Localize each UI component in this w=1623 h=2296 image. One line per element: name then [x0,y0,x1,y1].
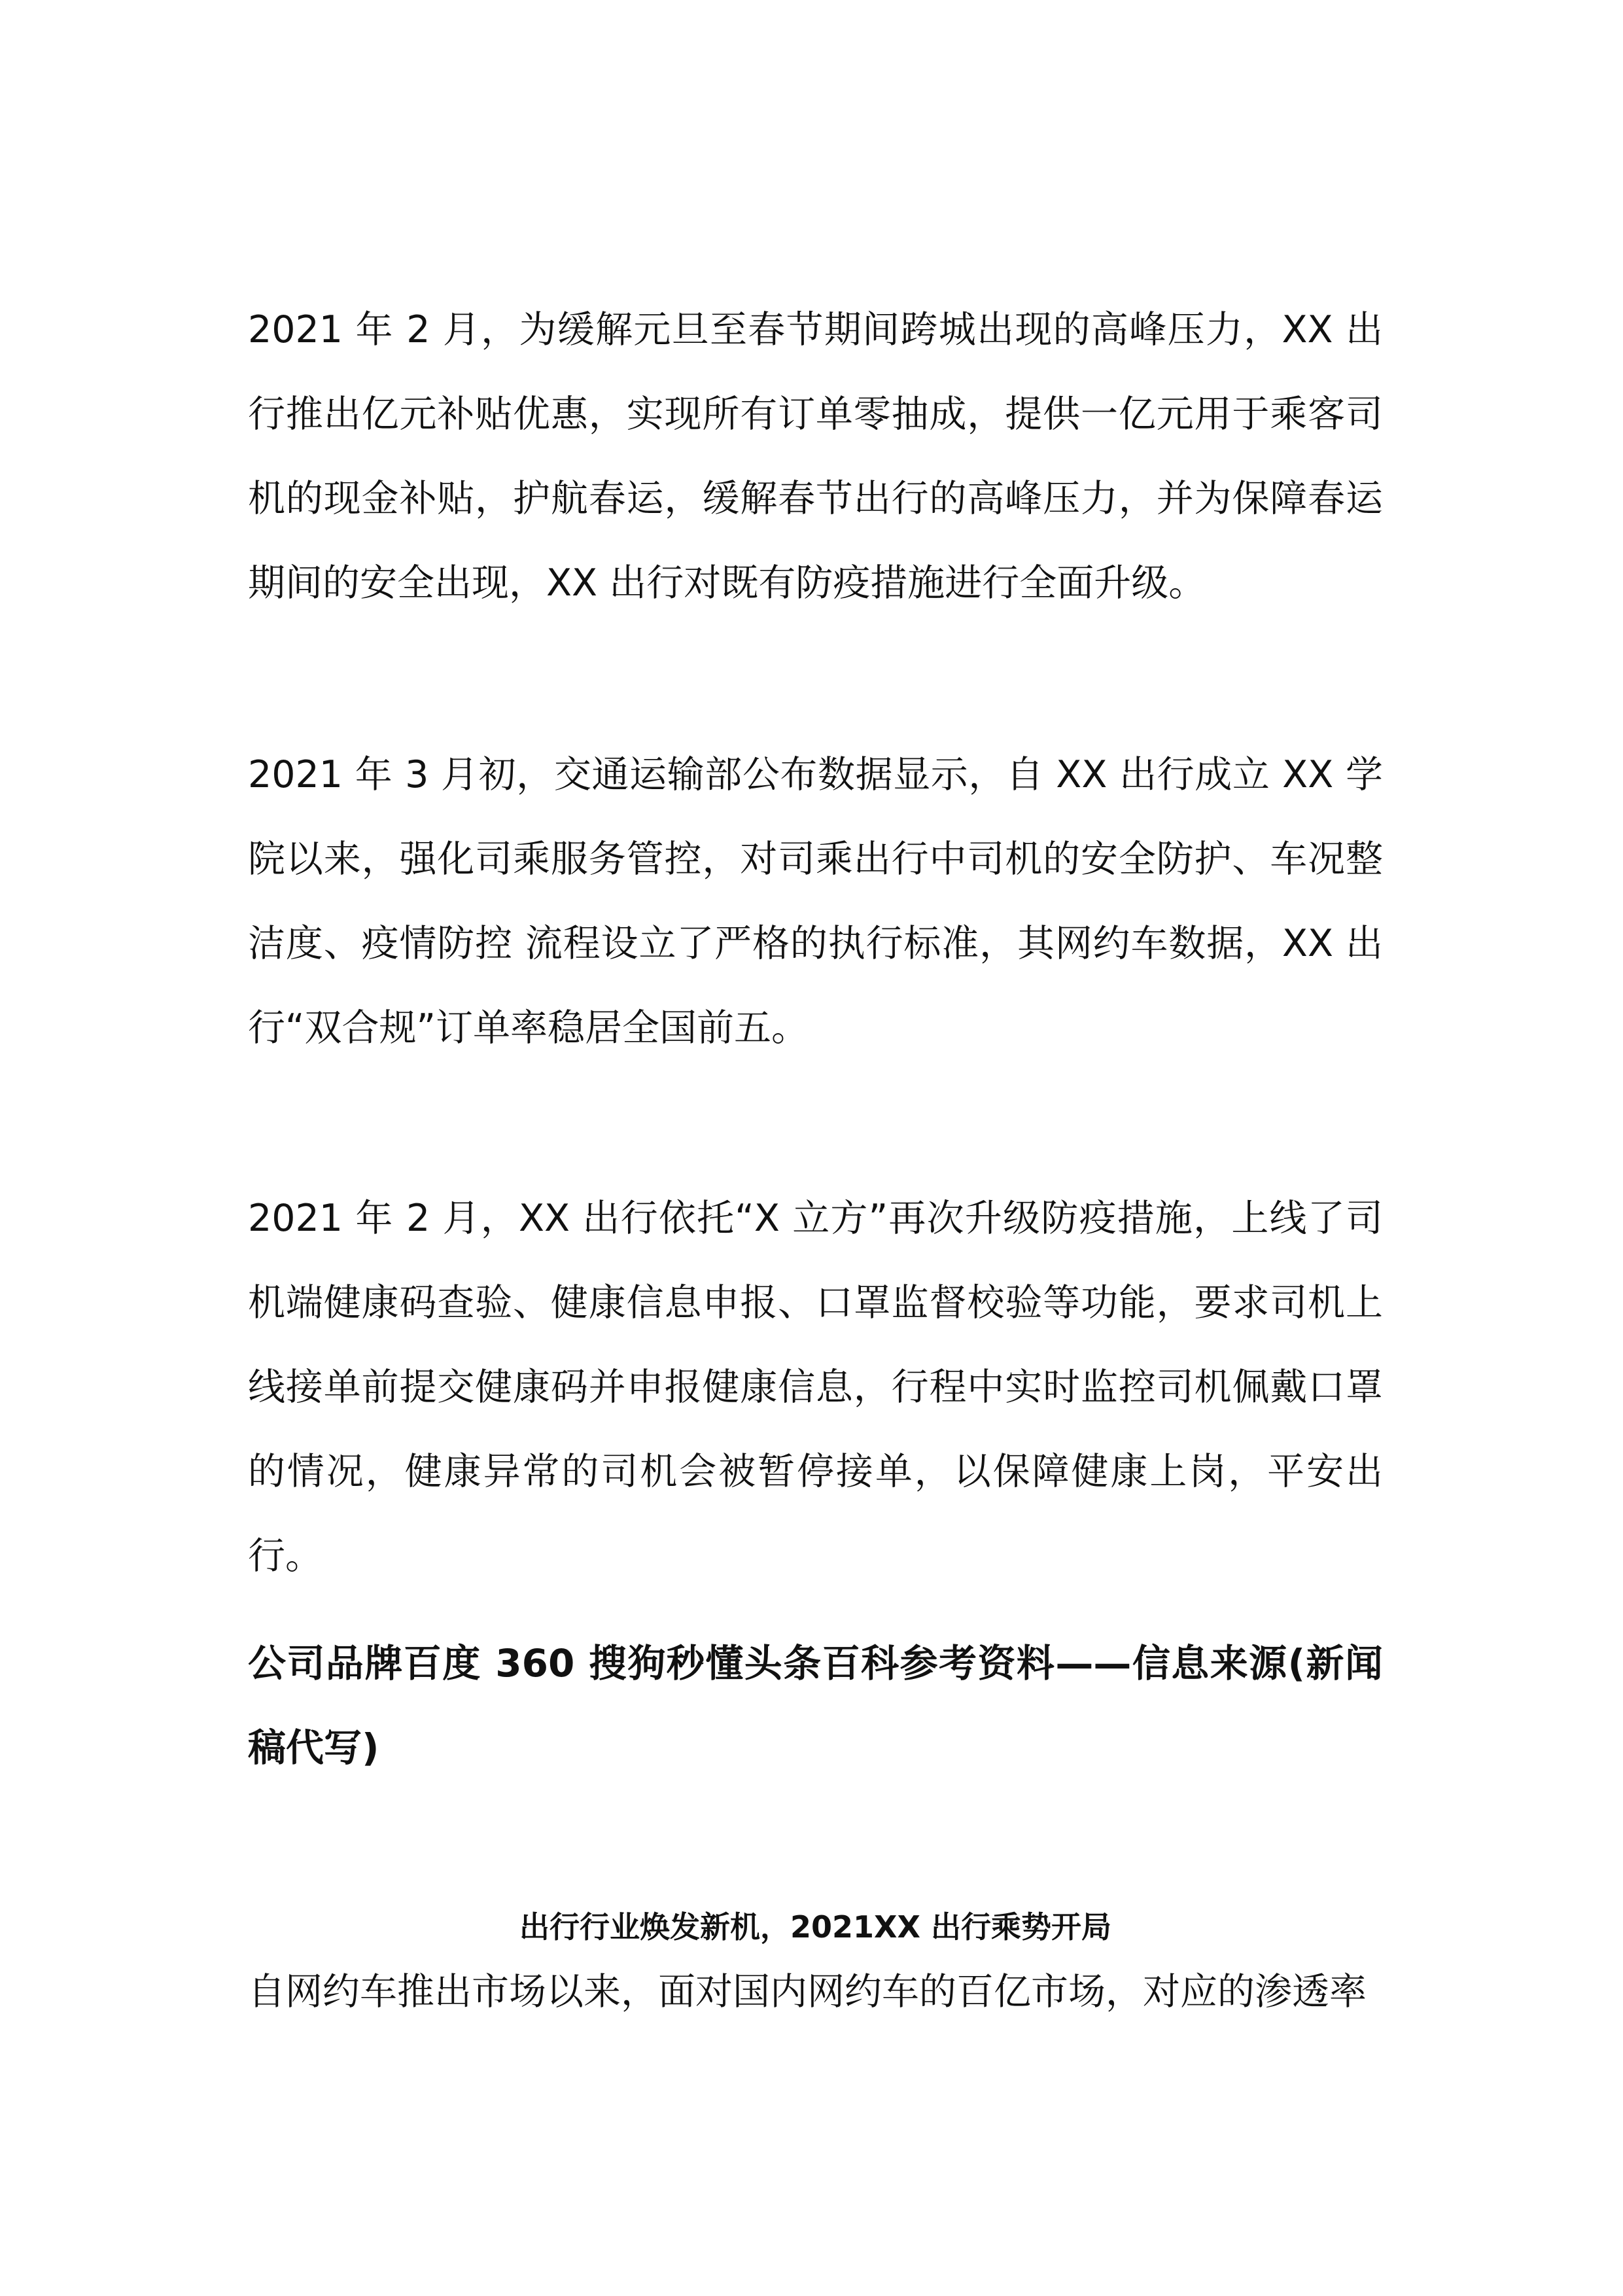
section-heading: 公司品牌百度 360 搜狗秒懂头条百科参考资料——信息来源(新闻稿代写) [248,1641,1383,1770]
paragraph-subsidy: 2021 年 2 月，为缓解元旦至春节期间跨城出现的高峰压力，XX 出行推出亿元补贴优惠，实现所有订单零抽成，提供一亿元用于乘客司机的现金补贴，护航春运，缓解春节出行的高峰压力，并为保障春运期间的安全出现，XX 出行对既有防疫措施进行全面升级。 [248,308,1383,605]
paragraph-epidemic-measures: 2021 年 2 月，XX 出行依托“X 立方”再次升级防疫措施，上线了司机端健康码查验、健康信息申报、口罩监督校验等功能，要求司机上线接单前提交健康码并申报健康信息，行程中实时监控司机佩戴口罩的情况，健康异常的司机会被暂停接单，以保障健康上岗，平安出行。 [248,1197,1383,1578]
article-subheading: 出行行业焕发新机，2021XX 出行乘势开局 [519,1909,1111,1945]
paragraph-closing: 自网约车推出市场以来，面对国内网约车的百亿市场，对应的渗透率 [248,1970,1367,2013]
paragraph-compliance: 2021 年 3 月初，交通运输部公布数据显示，自 XX 出行成立 XX 学院以来，强化司乘服务管控，对司乘出行中司机的安全防护、车况整洁度、疫情防控 流程设立了严格的执行标准，其网约车数据，XX 出行“双合规”订单率稳居全国前五。 [248,753,1383,1050]
